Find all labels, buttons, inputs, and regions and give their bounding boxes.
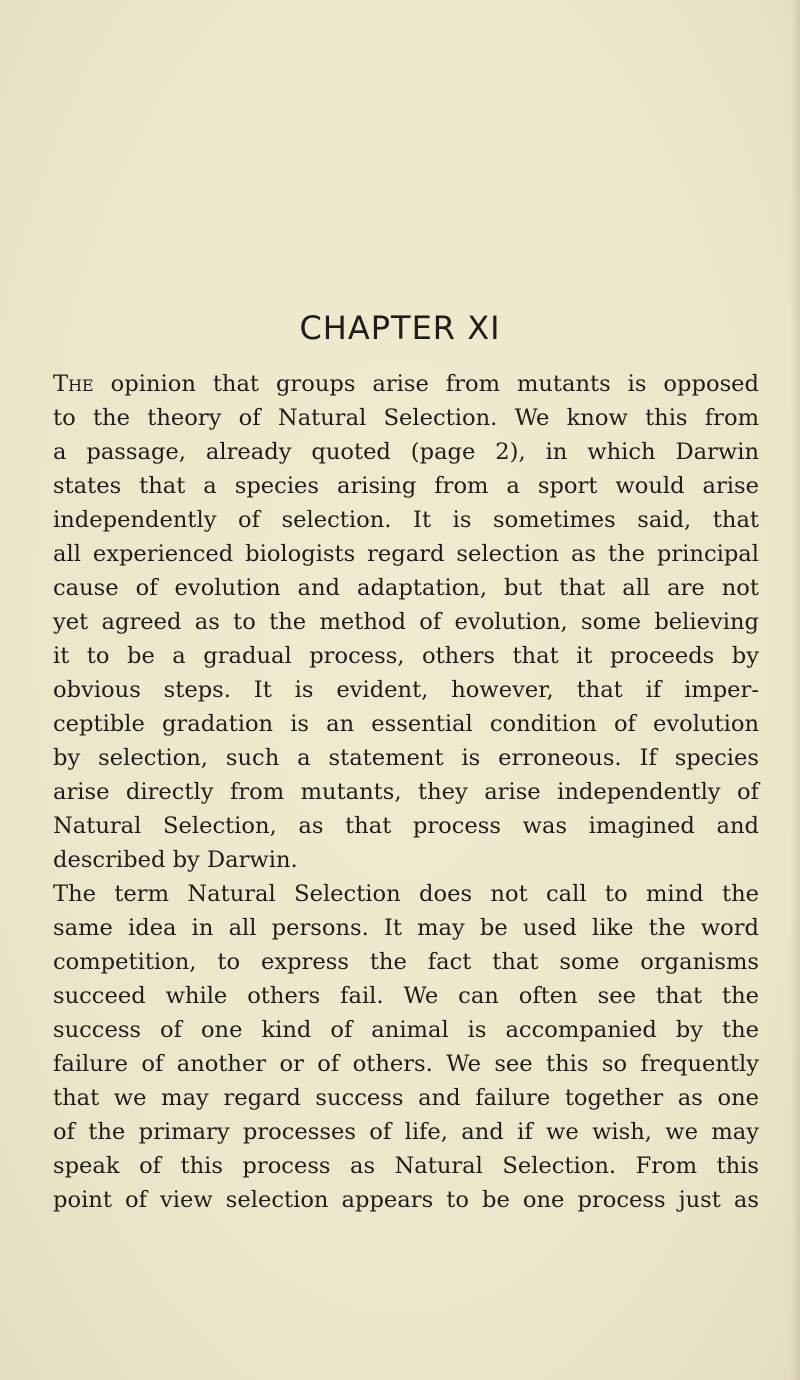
text-line: point of view selection appears to be one process just as (53, 1187, 759, 1213)
text-line: The term Natural Selection does not call to mind the (53, 881, 759, 907)
text-line: that we may regard success and failure together as one (53, 1085, 759, 1111)
page-edge-shadow (790, 0, 800, 1380)
text-line: speak of this process as Natural Selection. From this (53, 1153, 759, 1179)
text-line: of the primary processes of life, and if we wish, we may (53, 1119, 759, 1145)
text-line: competition, to express the fact that some organisms (53, 949, 759, 975)
text-line: all experienced biologists regard selection as the principal (53, 541, 759, 567)
lead-word: The (53, 371, 94, 397)
chapter-body-text (53, 367, 759, 1217)
line-text: opinion that groups arise from mutants is opposed (93, 371, 759, 397)
text-line: arise directly from mutants, they arise independently of (53, 779, 759, 805)
text-line: obvious steps. It is evident, however, that if imper- (53, 677, 759, 703)
text-line: cause of evolution and adaptation, but that all are not (53, 575, 759, 601)
text-line: it to be a gradual process, others that it proceeds by (53, 643, 759, 669)
text-line: a passage, already quoted (page 2), in which Darwin (53, 439, 759, 465)
text-line: failure of another or of others. We see this so frequently (53, 1051, 759, 1077)
text-line: independently of selection. It is sometimes said, that (53, 507, 759, 533)
text-line: states that a species arising from a sport would arise (53, 473, 759, 499)
text-line: Natural Selection, as that process was imagined and (53, 813, 759, 839)
text-line: succeed while others fail. We can often see that the (53, 983, 759, 1009)
text-line: described by Darwin. (53, 847, 298, 873)
text-line: yet agreed as to the method of evolution, some believing (53, 609, 759, 635)
text-line: by selection, such a statement is erroneous. If species (53, 745, 759, 771)
text-line: success of one kind of animal is accompanied by the (53, 1017, 759, 1043)
text-line: to the theory of Natural Selection. We know this from (53, 405, 759, 431)
text-line (53, 367, 759, 401)
chapter-title: CHAPTER XI (299, 309, 501, 347)
text-line: same idea in all persons. It may be used like the word (53, 915, 759, 941)
text-line: ceptible gradation is an essential condition of evolution (53, 711, 759, 737)
